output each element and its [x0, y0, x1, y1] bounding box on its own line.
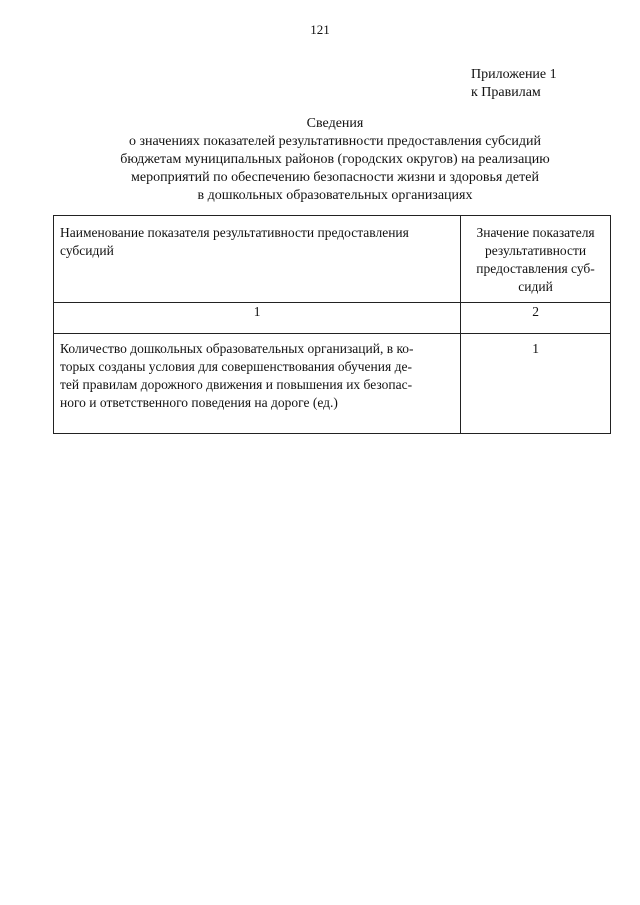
column-number-row — [54, 303, 611, 334]
appendix-line: Приложение 1 — [471, 67, 557, 82]
indicator-value-cell: 1 — [461, 334, 611, 434]
column-number: 1 — [54, 303, 461, 334]
heading-title: Сведения — [306, 116, 364, 131]
header-value-line: предоставления суб- — [476, 261, 595, 276]
indicator-name-line: торых созданы условия для совершенствования обучения де- — [60, 359, 412, 374]
indicators-table — [53, 215, 611, 434]
header-indicator-name: Наименование показателя результативности предоставления субсидий — [54, 216, 461, 303]
table-row — [54, 334, 611, 434]
appendix-reference — [471, 66, 557, 102]
indicator-name-line: ного и ответственного поведения на дороге (ед.) — [60, 395, 338, 410]
header-value-line: результативности — [485, 243, 587, 258]
heading-line: бюджетам муниципальных районов (городских округов) на реализацию — [120, 152, 550, 167]
indicator-name-cell — [54, 334, 461, 434]
page-number: 121 — [310, 22, 330, 37]
header-value-line: Значение показателя — [476, 225, 595, 240]
appendix-line: к Правилам — [471, 85, 541, 100]
indicator-name-line: Количество дошкольных образовательных организаций, в ко- — [60, 341, 414, 356]
document-heading — [60, 115, 610, 205]
column-number: 2 — [461, 303, 611, 334]
header-indicator-value — [461, 216, 611, 303]
heading-line: о значениях показателей результативности предоставления субсидий — [129, 134, 541, 149]
header-value-line: сидий — [518, 279, 553, 294]
heading-line: мероприятий по обеспечению безопасности жизни и здоровья детей — [131, 170, 539, 185]
heading-line: в дошкольных образовательных организациях — [197, 188, 473, 203]
table-header-row — [54, 216, 611, 303]
indicator-name-line: тей правилам дорожного движения и повышения их безопас- — [60, 377, 413, 392]
